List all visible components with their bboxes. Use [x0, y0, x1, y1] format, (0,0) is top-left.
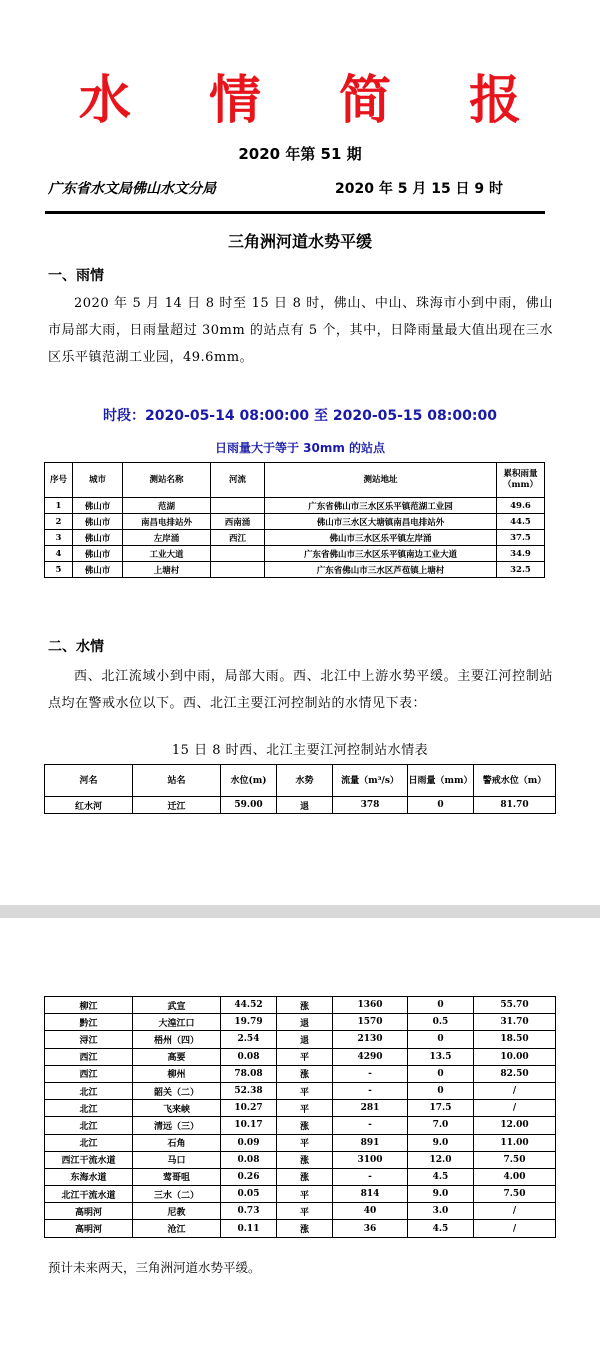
table-row: [45, 1220, 556, 1237]
water-levels-table-continued: [44, 996, 556, 1238]
table-cell: 44.5: [497, 514, 545, 530]
table-cell: 4.5: [408, 1168, 474, 1185]
column-header: 测站名称: [123, 463, 211, 498]
table-cell: 55.70: [474, 997, 556, 1014]
table-cell: 广东省佛山市三水区乐平镇南边工业大道: [265, 546, 497, 562]
table-cell: 高要: [133, 1048, 221, 1065]
table-cell: 0.73: [221, 1203, 277, 1220]
column-header: 累积雨量（mm）: [497, 463, 545, 498]
table-cell: 0: [408, 997, 474, 1014]
table-cell: 3: [45, 530, 73, 546]
column-header: 流量（m³/s）: [333, 765, 408, 797]
column-header: 河名: [45, 765, 133, 797]
table-cell: 82.50: [474, 1065, 556, 1082]
rain-paragraph: 2020 年 5 月 14 日 8 时至 15 日 8 时，佛山、中山、珠海市小到中雨，佛山市局部大雨，日雨量超过 30mm 的站点有 5 个，其中，日降雨量最大值出现在三水区乐平镇范湖工业园，49.6mm。: [48, 296, 553, 365]
table-cell: 0.26: [221, 1168, 277, 1185]
table-cell: -: [333, 1168, 408, 1185]
table-cell: 10.17: [221, 1117, 277, 1134]
table-cell: 飞来峡: [133, 1100, 221, 1117]
table-cell: /: [474, 1100, 556, 1117]
table-cell: 0: [408, 1031, 474, 1048]
table-cell: 13.5: [408, 1048, 474, 1065]
table-cell: 广东省佛山市三水区乐平镇范湖工业园: [265, 498, 497, 514]
table-cell: 沧江: [133, 1220, 221, 1237]
table-cell: 7.50: [474, 1151, 556, 1168]
column-header: 河流: [211, 463, 265, 498]
table-cell: 78.08: [221, 1065, 277, 1082]
forecast-text: 预计未来两天，三角洲河道水势平缓。: [48, 1260, 261, 1275]
table-row: [45, 1048, 556, 1065]
table-cell: 0.05: [221, 1186, 277, 1203]
table-cell: 高明河: [45, 1220, 133, 1237]
water-table-caption: 15 日 8 时西、北江主要江河控制站水情表: [171, 743, 429, 758]
rain-section-title: 一、雨情: [48, 268, 104, 284]
table-cell: 东海水道: [45, 1168, 133, 1185]
table-cell: 高明河: [45, 1203, 133, 1220]
rain-period: 时段：2020-05-14 08:00:00 至 2020-05-15 08:00:00: [103, 408, 497, 424]
table-row: [45, 1082, 556, 1099]
table-row: [45, 530, 545, 546]
table-cell: 北江: [45, 1100, 133, 1117]
table-cell: 平: [277, 1203, 333, 1220]
table-cell: 尼教: [133, 1203, 221, 1220]
column-header: 日雨量（mm）: [408, 765, 474, 797]
table-cell: [211, 546, 265, 562]
table-cell: 三水（二）: [133, 1186, 221, 1203]
table-cell: -: [333, 1065, 408, 1082]
table-row: [45, 997, 556, 1014]
table-cell: 北江: [45, 1117, 133, 1134]
table-cell: 退: [277, 797, 333, 814]
table-row: [45, 1168, 556, 1185]
table-cell: 5: [45, 562, 73, 578]
table-cell: 59.00: [221, 797, 277, 814]
table-cell: 涨: [277, 1117, 333, 1134]
table-cell: /: [474, 1082, 556, 1099]
column-header: 水势: [277, 765, 333, 797]
rain-stations-table: [44, 462, 545, 578]
table-cell: 平: [277, 1100, 333, 1117]
table-cell: 0.08: [221, 1048, 277, 1065]
header-divider: [45, 211, 545, 214]
table-cell: 左岸涌: [123, 530, 211, 546]
table-cell: 17.5: [408, 1100, 474, 1117]
table-cell: 大湟江口: [133, 1014, 221, 1031]
table-row: [45, 1186, 556, 1203]
table-cell: 南昌电排站外: [123, 514, 211, 530]
table-cell: 佛山市三水区大塘镇南昌电排站外: [265, 514, 497, 530]
table-cell: 11.00: [474, 1134, 556, 1151]
table-cell: 4.00: [474, 1168, 556, 1185]
table-cell: 52.38: [221, 1082, 277, 1099]
table-cell: 西江: [211, 530, 265, 546]
publish-date: 2020 年 5 月 15 日 9 时: [335, 181, 504, 197]
table-cell: 迁江: [133, 797, 221, 814]
table-cell: 退: [277, 1014, 333, 1031]
table-cell: 10.27: [221, 1100, 277, 1117]
table-header-row: [45, 463, 545, 498]
table-row: [45, 546, 545, 562]
table-cell: 0: [408, 1065, 474, 1082]
table-cell: 平: [277, 1048, 333, 1065]
table-cell: 平: [277, 1186, 333, 1203]
table-cell: 平: [277, 1134, 333, 1151]
table-cell: 西南涌: [211, 514, 265, 530]
table-cell: 0: [408, 1082, 474, 1099]
table-cell: 上塘村: [123, 562, 211, 578]
table-cell: 北江: [45, 1134, 133, 1151]
table-cell: 涨: [277, 997, 333, 1014]
table-cell: 2: [45, 514, 73, 530]
table-cell: 柳州: [133, 1065, 221, 1082]
water-section-title: 二、水情: [48, 639, 104, 655]
headline: 三角洲河道水势平缓: [227, 232, 372, 251]
table-cell: [211, 562, 265, 578]
table-cell: 34.9: [497, 546, 545, 562]
table-row: [45, 1014, 556, 1031]
table-cell: 0.08: [221, 1151, 277, 1168]
table-row: [45, 1117, 556, 1134]
table-cell: 0.09: [221, 1134, 277, 1151]
table-cell: 10.00: [474, 1048, 556, 1065]
water-levels-table: [44, 764, 556, 814]
table-row: [45, 1100, 556, 1117]
table-cell: 44.52: [221, 997, 277, 1014]
table-cell: 7.0: [408, 1117, 474, 1134]
column-header: 城市: [73, 463, 123, 498]
table-cell: 涨: [277, 1065, 333, 1082]
table-cell: 工业大道: [123, 546, 211, 562]
table-cell: 佛山市三水区乐平镇左岸涌: [265, 530, 497, 546]
table-cell: 梧州（四）: [133, 1031, 221, 1048]
table-cell: 清远（三）: [133, 1117, 221, 1134]
table-row: [45, 514, 545, 530]
table-cell: 西江: [45, 1065, 133, 1082]
table-cell: 378: [333, 797, 408, 814]
table-cell: 武宣: [133, 997, 221, 1014]
table-cell: 1570: [333, 1014, 408, 1031]
table-cell: 1360: [333, 997, 408, 1014]
table-cell: 广东省佛山市三水区芦苞镇上塘村: [265, 562, 497, 578]
table-cell: 涨: [277, 1151, 333, 1168]
table-cell: 北江: [45, 1082, 133, 1099]
page-separator: [0, 905, 600, 918]
table-row: [45, 1151, 556, 1168]
table-cell: /: [474, 1220, 556, 1237]
table-cell: 佛山市: [73, 530, 123, 546]
column-header: 站名: [133, 765, 221, 797]
table-cell: 2.54: [221, 1031, 277, 1048]
table-cell: 4.5: [408, 1220, 474, 1237]
table-cell: 范湖: [123, 498, 211, 514]
table-row: [45, 1134, 556, 1151]
column-header: 测站地址: [265, 463, 497, 498]
table-cell: 4: [45, 546, 73, 562]
table-cell: 9.0: [408, 1186, 474, 1203]
table-cell: 石角: [133, 1134, 221, 1151]
table-cell: 佛山市: [73, 546, 123, 562]
rain-table-title: 日雨量大于等于 30mm 的站点: [214, 441, 386, 455]
water-paragraph: 西、北江流域小到中雨，局部大雨。西、北江中上游水势平缓。主要江河控制站点均在警戒水位以下。西、北江主要江河控制站的水情见下表：: [48, 669, 553, 711]
table-cell: 12.0: [408, 1151, 474, 1168]
table-cell: 涨: [277, 1220, 333, 1237]
table-row: [45, 498, 545, 514]
table-cell: 36: [333, 1220, 408, 1237]
table-cell: 莺哥咀: [133, 1168, 221, 1185]
table-cell: 0.11: [221, 1220, 277, 1237]
table-cell: 黔江: [45, 1014, 133, 1031]
table-cell: 31.70: [474, 1014, 556, 1031]
table-cell: 马口: [133, 1151, 221, 1168]
table-cell: 北江干流水道: [45, 1186, 133, 1203]
table-cell: 浔江: [45, 1031, 133, 1048]
table-cell: [211, 498, 265, 514]
table-cell: 柳江: [45, 997, 133, 1014]
table-cell: 891: [333, 1134, 408, 1151]
table-cell: 32.5: [497, 562, 545, 578]
table-cell: /: [474, 1203, 556, 1220]
table-cell: 18.50: [474, 1031, 556, 1048]
column-header: 序号: [45, 463, 73, 498]
report-title: 水 情 简 报: [78, 71, 552, 131]
table-cell: 81.70: [474, 797, 556, 814]
table-cell: -: [333, 1082, 408, 1099]
table-row: [45, 1203, 556, 1220]
table-cell: 平: [277, 1082, 333, 1099]
table-cell: 2130: [333, 1031, 408, 1048]
table-cell: 涨: [277, 1168, 333, 1185]
table-cell: 0: [408, 797, 474, 814]
table-cell: 49.6: [497, 498, 545, 514]
table-cell: 9.0: [408, 1134, 474, 1151]
table-row: [45, 797, 556, 814]
table-cell: 1: [45, 498, 73, 514]
column-header: 警戒水位（m）: [474, 765, 556, 797]
table-cell: 3100: [333, 1151, 408, 1168]
table-cell: 19.79: [221, 1014, 277, 1031]
table-row: [45, 562, 545, 578]
table-cell: 281: [333, 1100, 408, 1117]
table-cell: 0.5: [408, 1014, 474, 1031]
table-row: [45, 1031, 556, 1048]
table-row: [45, 1065, 556, 1082]
bureau-name: 广东省水文局佛山水文分局: [48, 181, 216, 197]
table-cell: 西江: [45, 1048, 133, 1065]
table-cell: 韶关（二）: [133, 1082, 221, 1099]
table-header-row: [45, 765, 556, 797]
table-cell: 西江干流水道: [45, 1151, 133, 1168]
column-header: 水位(m): [221, 765, 277, 797]
table-cell: 40: [333, 1203, 408, 1220]
table-cell: 7.50: [474, 1186, 556, 1203]
table-cell: 佛山市: [73, 514, 123, 530]
table-cell: 佛山市: [73, 562, 123, 578]
table-cell: 3.0: [408, 1203, 474, 1220]
table-cell: 4290: [333, 1048, 408, 1065]
table-cell: 37.5: [497, 530, 545, 546]
table-cell: -: [333, 1117, 408, 1134]
table-cell: 佛山市: [73, 498, 123, 514]
table-cell: 12.00: [474, 1117, 556, 1134]
table-cell: 红水河: [45, 797, 133, 814]
table-cell: 退: [277, 1031, 333, 1048]
issue-number: 2020 年第 51 期: [238, 145, 362, 163]
table-cell: 814: [333, 1186, 408, 1203]
